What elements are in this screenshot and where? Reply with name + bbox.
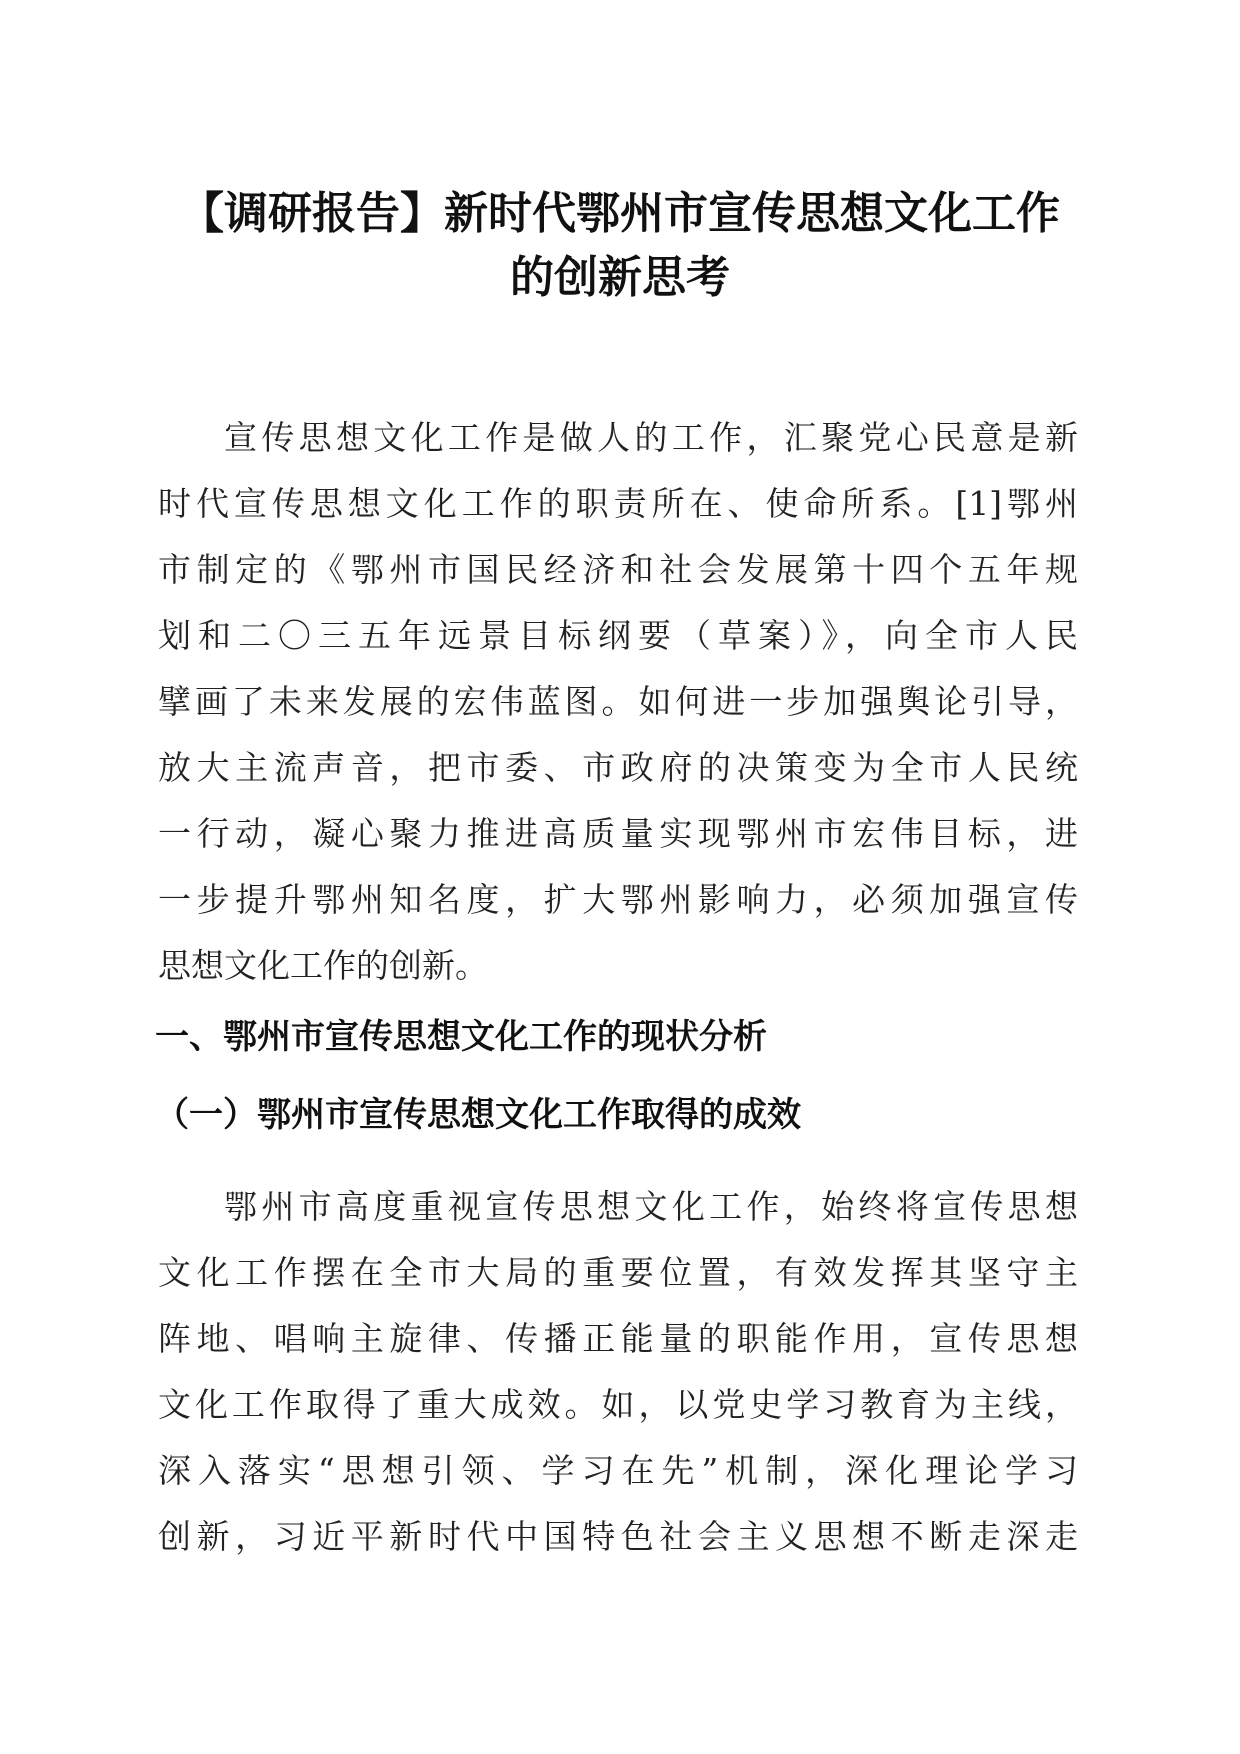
paragraph-line: 宣传思想文化工作是做人的工作，汇聚党心民意是新 xyxy=(224,418,1078,457)
body-paragraph xyxy=(158,1174,1078,1570)
paragraph-line: 划和二〇三五年远景目标纲要（草案）》，向全市人民 xyxy=(158,616,1078,655)
intro-paragraph xyxy=(158,405,1078,999)
paragraph-line: 一行动，凝心聚力推进高质量实现鄂州市宏伟目标，进 xyxy=(158,814,1078,853)
paragraph-line: 深入落实“思想引领、学习在先”机制，深化理论学习 xyxy=(158,1451,1078,1490)
paragraph-line: 思想文化工作的创新。 xyxy=(158,946,488,985)
paragraph-line: 文化工作摆在全市大局的重要位置，有效发挥其坚守主 xyxy=(158,1253,1078,1292)
title-line-1: 【调研报告】新时代鄂州市宣传思想文化工作 xyxy=(180,188,1060,239)
paragraph-line: 阵地、唱响主旋律、传播正能量的职能作用，宣传思想 xyxy=(158,1319,1078,1358)
paragraph-line: 市制定的《鄂州市国民经济和社会发展第十四个五年规 xyxy=(158,550,1078,589)
paragraph-line: 文化工作取得了重大成效。如，以党史学习教育为主线， xyxy=(158,1385,1078,1424)
paragraph-line: 时代宣传思想文化工作的职责所在、使命所系。[1]鄂州 xyxy=(158,484,1078,523)
title-line-2: 的创新思考 xyxy=(510,252,730,303)
subsection-heading: （一）鄂州市宣传思想文化工作取得的成效 xyxy=(155,1095,801,1135)
paragraph-line: 放大主流声音，把市委、市政府的决策变为全市人民统 xyxy=(158,748,1078,787)
paragraph-line: 擘画了未来发展的宏伟蓝图。如何进一步加强舆论引导， xyxy=(158,682,1078,721)
paragraph-line: 鄂州市高度重视宣传思想文化工作，始终将宣传思想 xyxy=(224,1187,1078,1226)
section-heading: 一、鄂州市宣传思想文化工作的现状分析 xyxy=(155,1017,767,1057)
document-title xyxy=(150,182,1090,310)
paragraph-line: 创新，习近平新时代中国特色社会主义思想不断走深走 xyxy=(158,1517,1078,1556)
paragraph-line: 一步提升鄂州知名度，扩大鄂州影响力，必须加强宣传 xyxy=(158,880,1078,919)
